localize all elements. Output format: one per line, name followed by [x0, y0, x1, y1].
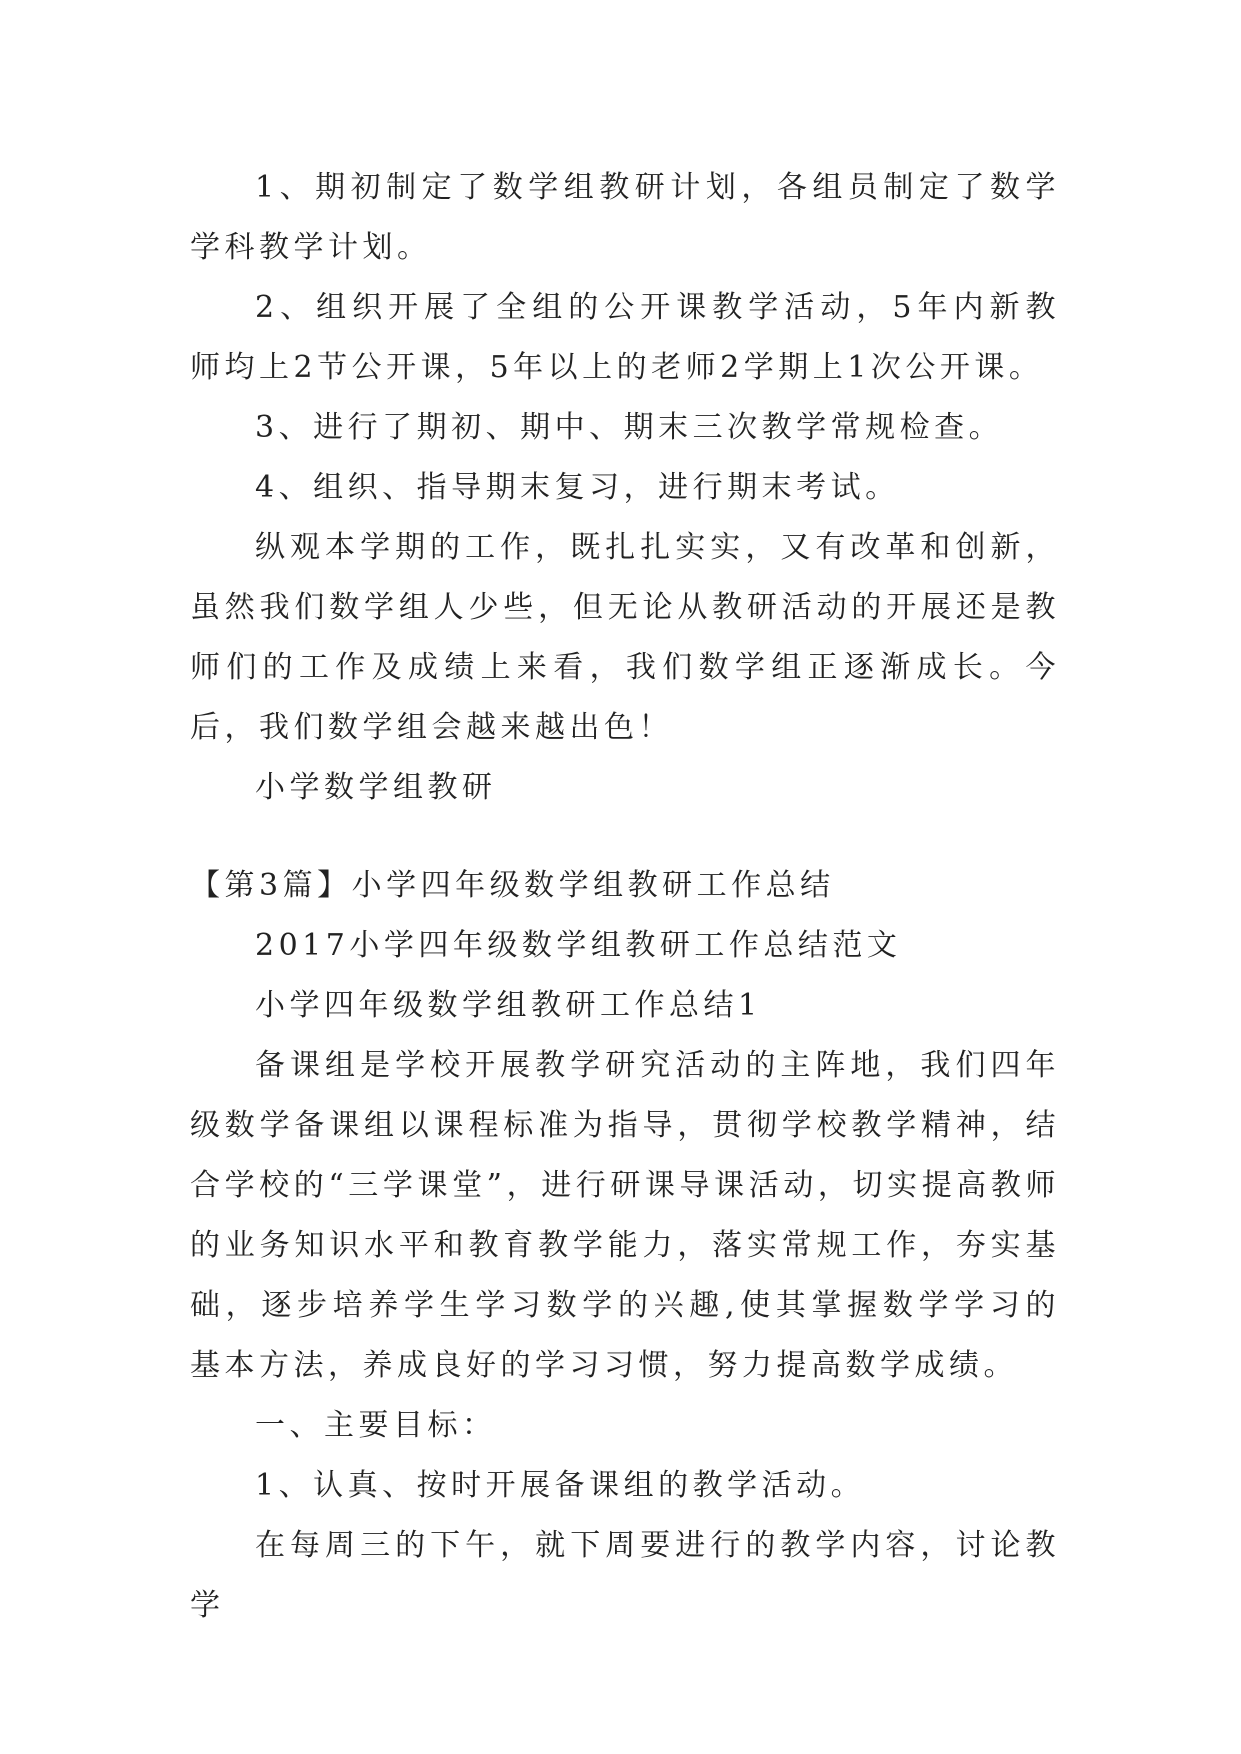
signature-line: 小学数学组教研	[255, 770, 497, 805]
paragraph: 1、期初制定了数学组教研计划，各组员制定了数学学科教学计划。	[190, 170, 1060, 265]
paragraph: 3、进行了期初、期中、期末三次教学常规检查。	[255, 410, 1004, 445]
text-block-part2	[190, 856, 1060, 1636]
paragraph: 纵观本学期的工作，既扎扎实实，又有改革和创新，虽然我们数学组人少些，但无论从教研活动的开展还是教师们的工作及成绩上来看，我们数学组正逐渐成长。今后，我们数学组会越来越出色！	[190, 530, 1060, 745]
paragraph: 2017小学四年级数学组教研工作总结范文	[255, 928, 902, 963]
paragraph: 1、认真、按时开展备课组的教学活动。	[255, 1468, 866, 1503]
paragraph: 一、主要目标：	[255, 1408, 497, 1443]
section-heading: 【第3篇】小学四年级数学组教研工作总结	[190, 868, 835, 903]
paragraph: 2、组织开展了全组的公开课教学活动，5年内新教师均上2节公开课，5年以上的老师2学期上1次公开课。	[190, 290, 1060, 385]
paragraph: 在每周三的下午，就下周要进行的教学内容，讨论教学	[190, 1528, 1060, 1623]
paragraph: 4、组织、指导期末复习，进行期末考试。	[255, 470, 900, 505]
text-block-part1	[190, 158, 1060, 818]
paragraph: 备课组是学校开展教学研究活动的主阵地，我们四年级数学备课组以课程标准为指导，贯彻学校教学精神，结合学校的“三学课堂”，进行研课导课活动，切实提高教师的业务知识水平和教育教学能力，落实常规工作，夯实基础，逐步培养学生学习数学的兴趣,使其掌握数学学习的基本方法，养成良好的学习习惯，努力提高数学成绩。	[190, 1048, 1060, 1383]
paragraph: 小学四年级数学组教研工作总结1	[255, 988, 762, 1023]
